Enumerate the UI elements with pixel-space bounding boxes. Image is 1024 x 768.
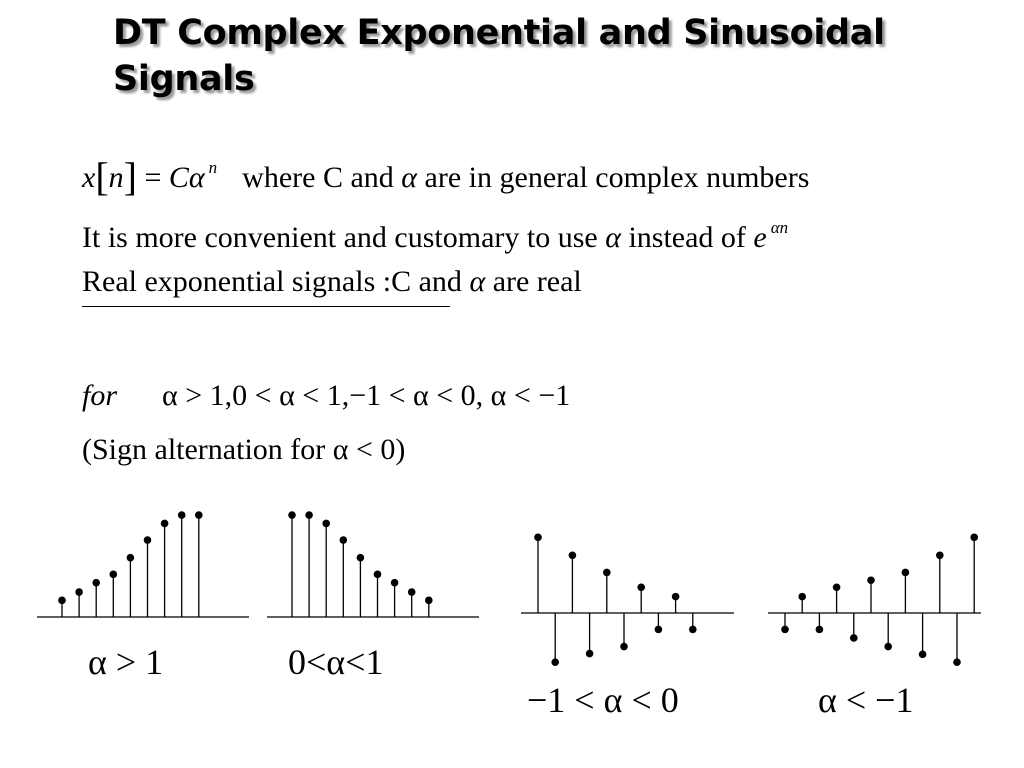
line3-underlined: Real exponential signals : bbox=[82, 265, 392, 298]
line1-text: where C and bbox=[242, 161, 394, 194]
alpha-between-0-1-sample-dot bbox=[340, 536, 348, 544]
symbol-C: C bbox=[168, 161, 189, 194]
alpha-gt-1-sample-dot bbox=[92, 579, 100, 587]
plot-alpha-between-neg1-0 bbox=[521, 534, 734, 666]
alpha-lt-neg1-sample-dot bbox=[867, 576, 875, 584]
exponent-n: n bbox=[208, 158, 218, 177]
line3-text: C and bbox=[391, 265, 462, 298]
alpha-lt-neg1-sample-dot bbox=[781, 626, 789, 634]
alpha-between-neg1-0-sample-dot bbox=[655, 626, 663, 634]
bracket-close: ] bbox=[123, 154, 137, 199]
symbol-e: e bbox=[753, 221, 767, 254]
alpha-between-0-1-sample-dot bbox=[288, 511, 296, 519]
symbol-alpha: α bbox=[188, 161, 205, 194]
alpha-between-0-1-sample-dot bbox=[357, 554, 365, 562]
alpha-between-0-1-sample-dot bbox=[374, 571, 382, 579]
alpha-gt-1-sample-dot bbox=[195, 511, 203, 519]
alpha-gt-1-sample-dot bbox=[178, 511, 186, 519]
equals-sign: = bbox=[144, 161, 162, 194]
alpha-between-0-1-sample-dot bbox=[391, 579, 399, 587]
alpha-lt-neg1-sample-dot bbox=[798, 593, 806, 601]
plot-alpha-between-0-1 bbox=[267, 511, 479, 617]
alpha-lt-neg1-sample-dot bbox=[833, 583, 841, 591]
bracket-open: [ bbox=[95, 154, 109, 199]
alpha-lt-neg1-sample-dot bbox=[902, 569, 910, 577]
title-line-2: Signals bbox=[113, 59, 255, 99]
alpha-between-0-1-sample-dot bbox=[425, 597, 433, 605]
line2-alpha: α bbox=[605, 221, 621, 254]
alpha-between-0-1-sample-dot bbox=[305, 511, 313, 519]
alpha-gt-1-sample-dot bbox=[75, 588, 83, 596]
alpha-lt-neg1-sample-dot bbox=[884, 643, 892, 651]
plot-alpha-gt-1 bbox=[37, 511, 249, 617]
alpha-lt-neg1-sample-dot bbox=[919, 651, 927, 659]
plot-label-alpha-lt-neg1: α < −1 bbox=[818, 680, 914, 720]
alpha-between-neg1-0-sample-dot bbox=[569, 551, 577, 559]
alpha-between-neg1-0-sample-dot bbox=[534, 534, 542, 542]
alpha-lt-neg1-sample-dot bbox=[816, 626, 824, 634]
symbol-n: n bbox=[108, 161, 124, 194]
line5-cond: α < 0) bbox=[332, 433, 406, 466]
line3-alpha: α bbox=[469, 265, 486, 298]
symbol-x: x bbox=[82, 161, 96, 194]
alpha-gt-1-sample-dot bbox=[161, 520, 169, 528]
for-word: for bbox=[82, 379, 118, 412]
alpha-lt-neg1-sample-dot bbox=[936, 551, 944, 559]
alpha-between-neg1-0-sample-dot bbox=[620, 643, 628, 651]
line1-alpha: α bbox=[401, 161, 418, 194]
alpha-lt-neg1-sample-dot bbox=[953, 658, 961, 666]
exponent-alpha-n: αn bbox=[770, 218, 789, 237]
line1-text2: are in general complex numbers bbox=[424, 161, 810, 194]
plot-alpha-lt-neg1 bbox=[768, 534, 981, 666]
plot-label-alpha-between-0-1: 0<α<1 bbox=[288, 642, 384, 682]
alpha-between-0-1-sample-dot bbox=[408, 588, 416, 596]
alpha-between-neg1-0-sample-dot bbox=[551, 658, 559, 666]
condition-list: α > 1,0 < α < 1,−1 < α < 0, α < −1 bbox=[162, 379, 571, 412]
title-line-1: DT Complex Exponential and Sinusoidal bbox=[113, 13, 885, 53]
alpha-between-0-1-sample-dot bbox=[322, 520, 330, 528]
line5-text: (Sign alternation for bbox=[82, 433, 326, 466]
alpha-gt-1-sample-dot bbox=[58, 597, 66, 605]
alpha-between-neg1-0-sample-dot bbox=[672, 593, 680, 601]
alpha-between-neg1-0-sample-dot bbox=[689, 626, 697, 634]
alpha-lt-neg1-sample-dot bbox=[970, 534, 978, 542]
line3-text2: are real bbox=[492, 265, 582, 298]
alpha-gt-1-sample-dot bbox=[110, 571, 118, 579]
line2-text2: instead of bbox=[628, 221, 746, 254]
plot-label-alpha-gt-1: α > 1 bbox=[88, 642, 164, 682]
alpha-between-neg1-0-sample-dot bbox=[637, 583, 645, 591]
line2-text: It is more convenient and customary to use bbox=[82, 221, 598, 254]
alpha-gt-1-sample-dot bbox=[127, 554, 135, 562]
alpha-gt-1-sample-dot bbox=[144, 536, 152, 544]
alpha-between-neg1-0-sample-dot bbox=[603, 569, 611, 577]
alpha-lt-neg1-sample-dot bbox=[850, 634, 858, 642]
alpha-between-neg1-0-sample-dot bbox=[586, 650, 594, 658]
plot-label-alpha-between-neg1-0: −1 < α < 0 bbox=[527, 680, 679, 720]
